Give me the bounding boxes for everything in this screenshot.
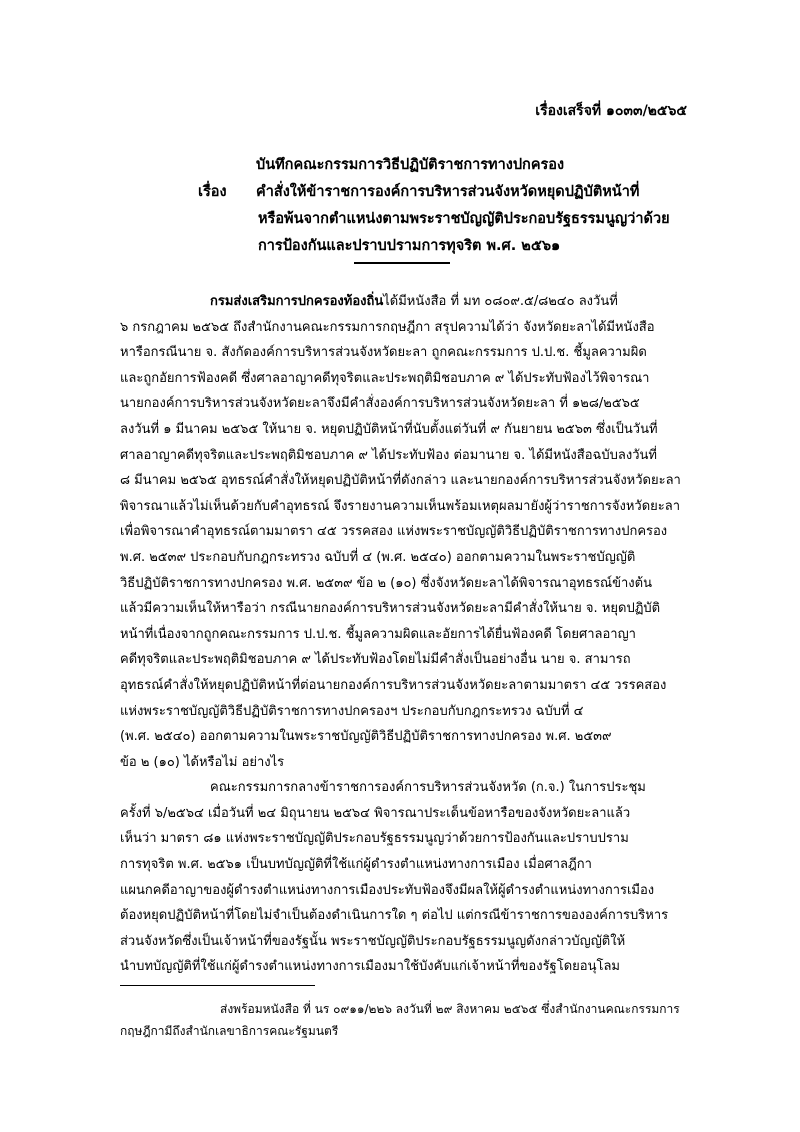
paragraph-2-line: การทุจริต พ.ศ. ๒๕๖๑ เป็นบทบัญญัติที่ใช้แก่ผู้ดำรงตำแหน่งทางการเมือง เมื่อศาลฎีกา bbox=[120, 857, 592, 873]
paragraph-2-line: ครั้งที่ ๖/๒๕๖๔ เมื่อวันที่ ๒๔ มิถุนายน ๒๕๖๔ พิจารณาประเด็นข้อหารือของจังหวัดยะลาแล้ว bbox=[120, 805, 631, 821]
paragraph-2 bbox=[120, 775, 690, 980]
paragraph-1-line: ศาลอาญาคดีทุจริตและประพฤติมิชอบภาค ๙ ได้ประทับฟ้อง ต่อมานาย จ. ได้มีหนังสือฉบับลงวันที่ bbox=[120, 447, 657, 463]
paragraph-2-line: แผนกคดีอาญาของผู้ดำรงตำแหน่งทางการเมืองประทับฟ้องจึงมีผลให้ผู้ดำรงตำแหน่งทางการเมือง bbox=[120, 882, 655, 898]
paragraph-1-line: ข้อ ๒ (๑๐) ได้หรือไม่ อย่างไร bbox=[120, 754, 285, 770]
subject-text-3: การป้องกันและปราบปรามการทุจริต พ.ศ. ๒๕๖๑ bbox=[258, 238, 561, 254]
paragraph-1-line: ๖ กรกฎาคม ๒๕๖๕ ถึงสำนักงานคณะกรรมการกฤษฎีกา สรุปความได้ว่า จังหวัดยะลาได้มีหนังสือ bbox=[120, 319, 655, 335]
paragraph-1-line: หน้าที่เนื่องจากถูกคณะกรรมการ ป.ป.ช. ชี้มูลความผิดและอัยการได้ยื่นฟ้องคดี โดยศาลอาญา bbox=[120, 626, 636, 642]
paragraph-2-line: ส่วนจังหวัดซึ่งเป็นเจ้าหน้าที่ของรัฐนั้น พระราชบัญญัติประกอบรัฐธรรมนูญดังกล่าวบัญญัติให้ bbox=[120, 933, 626, 949]
paragraph-2-line: คณะกรรมการกลางข้าราชการองค์การบริหารส่วนจังหวัด (ก.จ.) ในการประชุม bbox=[210, 780, 646, 796]
paragraph-1 bbox=[120, 289, 690, 775]
paragraph-1-line: (พ.ศ. ๒๕๔๐) ออกตามความในพระราชบัญญัติวิธีปฏิบัติราชการทางปกครอง พ.ศ. ๒๕๓๙ bbox=[120, 729, 612, 745]
memo-title: บันทึกคณะกรรมการวิธีปฏิบัติราชการทางปกครอง bbox=[256, 157, 565, 173]
footnote bbox=[120, 998, 695, 1042]
paragraph-1-line: พ.ศ. ๒๕๓๙ ประกอบกับกฎกระทรวง ฉบับที่ ๔ (พ.ศ. ๒๕๔๐) ออกตามความในพระราชบัญญัติ bbox=[120, 549, 636, 565]
paragraph-1-line: กรมส่งเสริมการปกครองท้องถิ่นได้มีหนังสือ ที่ มท ๐๘๐๙.๕/๘๒๔๐ ลงวันที่ bbox=[210, 294, 618, 309]
paragraph-1-line: แห่งพระราชบัญญัติวิธีปฏิบัติราชการทางปกครองฯ ประกอบกับกฎกระทรวง ฉบับที่ ๔ bbox=[120, 703, 584, 719]
subject-text-1: คำสั่งให้ข้าราชการองค์การบริหารส่วนจังหวัดหยุดปฏิบัติหน้าที่ bbox=[256, 184, 640, 200]
paragraph-2-line: นำบทบัญญัติที่ใช้แก่ผู้ดำรงตำแหน่งทางการเมืองมาใช้บังคับแก่เจ้าหน้าที่ของรัฐโดยอนุโลม bbox=[120, 959, 620, 975]
paragraph-1-line: ลงวันที่ ๑ มีนาคม ๒๕๖๕ ให้นาย จ. หยุดปฏิบัติหน้าที่นับตั้งแต่วันที่ ๙ กันยายน ๒๕๖๓ ซึ่งเป็นวันที่ bbox=[120, 421, 658, 437]
paragraph-1-line: วิธีปฏิบัติราชการทางปกครอง พ.ศ. ๒๕๓๙ ข้อ ๒ (๑๐) ซึ่งจังหวัดยะลาได้พิจารณาอุทธรณ์ข้างต้น bbox=[120, 575, 652, 591]
agency-name: กรมส่งเสริมการปกครองท้องถิ่น bbox=[210, 294, 384, 309]
paragraph-2-line: ต้องหยุดปฏิบัติหน้าที่โดยไม่จำเป็นต้องดำเนินการใด ๆ ต่อไป แต่กรณีข้าราชการขององค์การบริหาร bbox=[120, 908, 669, 924]
title-divider bbox=[354, 262, 450, 264]
subject-text-2: หรือพ้นจากตำแหน่งตามพระราชบัญญัติประกอบรัฐธรรมนูญว่าด้วย bbox=[258, 211, 670, 227]
document-number: เรื่องเสร็จที่ ๑๐๓๓/๒๕๖๕ bbox=[535, 103, 687, 119]
paragraph-1-line: ๘ มีนาคม ๒๕๖๕ อุทธรณ์คำสั่งให้หยุดปฏิบัติหน้าที่ดังกล่าว และนายกองค์การบริหารส่วนจังหวัดยะลา bbox=[120, 473, 681, 489]
footnote-line-2: กฤษฎีกามีถึงสำนักเลขาธิการคณะรัฐมนตรี bbox=[120, 1024, 339, 1038]
footnote-rule bbox=[120, 985, 315, 986]
footnote-line-1: ส่งพร้อมหนังสือ ที่ นร ๐๙๑๑/๒๒๖ ลงวันที่ ๒๙ สิงหาคม ๒๕๖๕ ซึ่งสำนักงานคณะกรรมการ bbox=[220, 1002, 680, 1016]
paragraph-1-line: เพื่อพิจารณาคำอุทธรณ์ตามมาตรา ๔๕ วรรคสอง แห่งพระราชบัญญัติวิธีปฏิบัติราชการทางปกครอง bbox=[120, 524, 668, 540]
paragraph-1-line: พิจารณาแล้วไม่เห็นด้วยกับคำอุทธรณ์ จึงรายงานความเห็นพร้อมเหตุผลมายังผู้ว่าราชการจังหวัดยะลา bbox=[120, 498, 681, 514]
paragraph-1-line: อุทธรณ์คำสั่งให้หยุดปฏิบัติหน้าที่ต่อนายกองค์การบริหารส่วนจังหวัดยะลาตามมาตรา ๔๕ วรรคสอง bbox=[120, 677, 667, 693]
paragraph-2-line: เห็นว่า มาตรา ๘๑ แห่งพระราชบัญญัติประกอบรัฐธรรมนูญว่าด้วยการป้องกันและปราบปราม bbox=[120, 831, 629, 847]
paragraph-1-line: นายกองค์การบริหารส่วนจังหวัดยะลาจึงมีคำสั่งองค์การบริหารส่วนจังหวัดยะลา ที่ ๑๒๘/๒๕๖๕ bbox=[120, 396, 640, 412]
paragraph-1-line: และถูกอัยการฟ้องคดี ซึ่งศาลอาญาคดีทุจริตและประพฤติมิชอบภาค ๙ ได้ประทับฟ้องไว้พิจารณา bbox=[120, 370, 650, 386]
paragraph-1-line: แล้วมีความเห็นให้หารือว่า กรณีนายกองค์การบริหารส่วนจังหวัดยะลามีคำสั่งให้นาย จ. หยุดปฏิบัติ bbox=[120, 601, 661, 617]
memo-body bbox=[120, 289, 690, 980]
memo-subject-line bbox=[198, 179, 698, 206]
paragraph-1-line: หารือกรณีนาย จ. สังกัดองค์การบริหารส่วนจังหวัดยะลา ถูกคณะกรรมการ ป.ป.ช. ชี้มูลความผิด bbox=[120, 345, 647, 361]
paragraph-1-line: คดีทุจริตและประพฤติมิชอบภาค ๙ ได้ประทับฟ้องโดยไม่มีคำสั่งเป็นอย่างอื่น นาย จ. สามารถ bbox=[120, 652, 631, 668]
memo-title-block bbox=[198, 152, 698, 260]
subject-label: เรื่อง bbox=[198, 184, 227, 200]
